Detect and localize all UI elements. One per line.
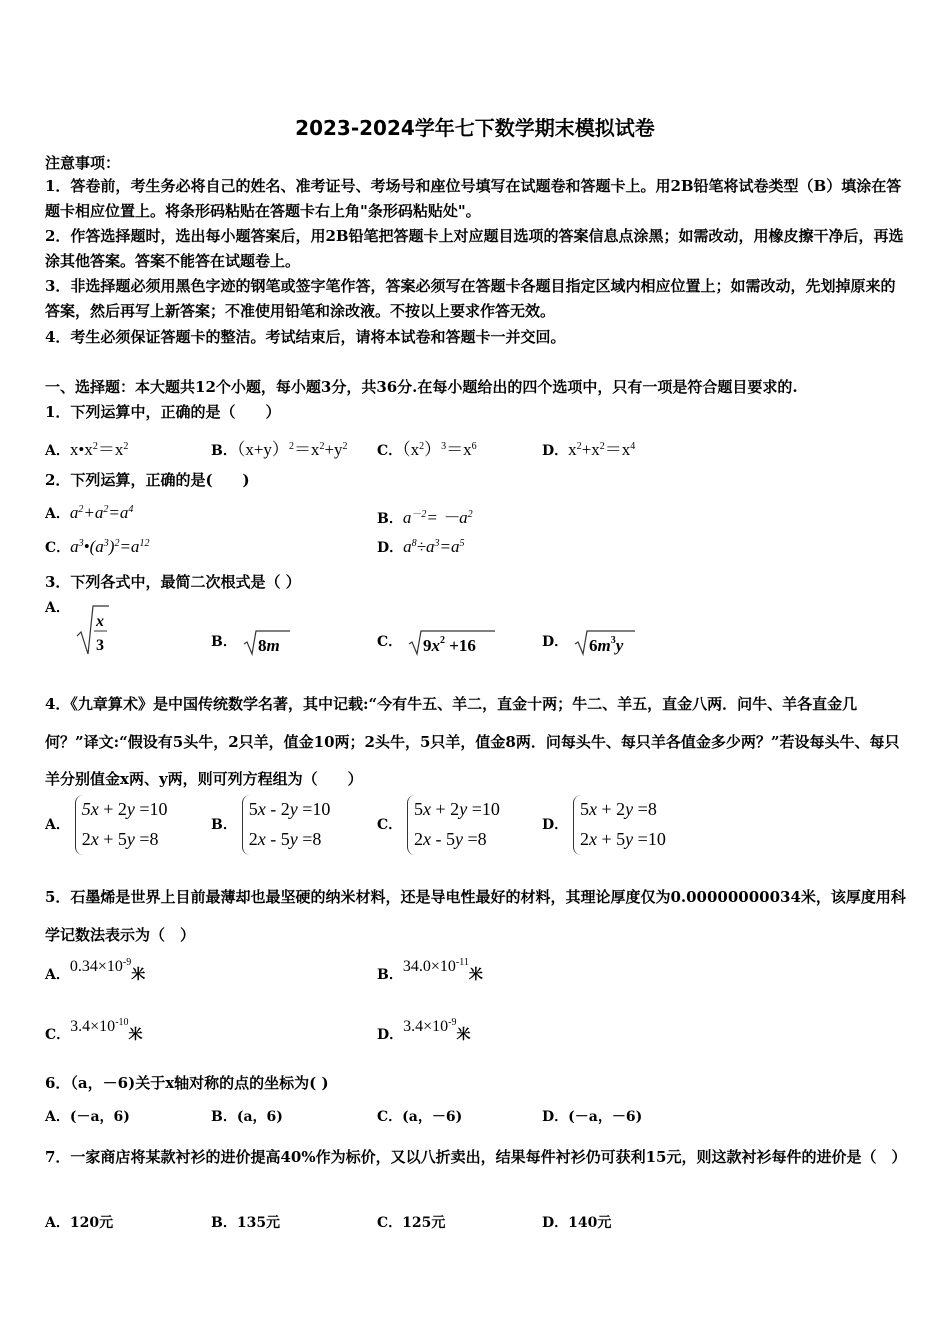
q6-option-c: C．(a，－6) [377,1109,463,1125]
q3-option-a: A． x 3 [45,604,111,656]
radical-8m [242,628,292,656]
svg-text:6m3y: $6m^3y$ [589,635,624,655]
equation-system: 5x - 2y =10 2x - 5y =8 [242,795,331,855]
radical-9x2-plus-16 [407,628,497,656]
q4-option-a: A． 5x + 2y =10 2x + 5y =8 [45,795,168,855]
question-2-stem: 2．下列运算，正确的是( ) [45,471,250,489]
svg-text:8m: 8m [257,636,280,655]
q4-option-d: D． 5x + 2y =8 2x + 5y =10 [542,795,666,855]
notice-heading: 注意事项： [45,154,121,172]
question-5-stem: 5．石墨烯是世界上目前最薄却也最坚硬的纳米材料，还是导电性最好的材料，其理论厚度仅为0.00000000034米，该厚度用科学记数法表示为（ ） [45,888,906,944]
q3-option-d: D． $6m^3y$ [542,628,637,656]
question-7-stem: 7．一家商店将某款衬衫的进价提高40%作为标价，又以八折卖出，结果每件衬衫仍可获利15元，则这款衬衫每件的进价是（ ） [45,1148,907,1166]
notice-item: 4．考生必须保证答题卡的整洁。考试结束后，请将本试卷和答题卡一并交回。 [45,328,566,346]
q5-option-b: B．$34.0\times 10^{-11}$米 [377,957,483,983]
question-1-stem: 1．下列运算中，正确的是（ ） [45,403,281,421]
q5-option-d: D．$3.4\times 10^{-9}$米 [377,1017,471,1043]
q7-option-a: A．120元 [45,1215,114,1231]
q3-option-c: C． $9x^2 +16$ [377,628,497,656]
question-3-stem: 3．下列各式中，最简二次根式是（ ） [45,573,301,591]
notice-item: 3．非选择题必须用黑色字迹的钢笔或签字笔作答，答案必须写在答题卡各题目指定区域内相应位置上；如需改动，先划掉原来的答案，然后再写上新答案；不准使用铅笔和涂改液。不按以上要求作答无效。 [45,277,896,320]
q4-option-b: B． 5x - 2y =10 2x - 5y =8 [211,795,330,855]
q1-option-a: A．$x•x^2=x^2$ [45,440,129,459]
q7-option-b: B．135元 [211,1215,281,1231]
q5-option-c: C．$3.4\times 10^{-10}$米 [45,1017,143,1043]
question-6-stem: 6．（a，－6)关于x轴对称的点的坐标为( ) [45,1074,329,1092]
q2-option-d: D．$a^8\div a^3=a^5$ [377,537,465,556]
radical-x-over-3 [75,604,111,656]
q5-option-a: A．$0.34\times 10^{-9}$米 [45,957,146,983]
q2-option-b: B．$a^{-2}= -a^2$ [377,508,473,527]
equation-system: 5x + 2y =10 2x - 5y =8 [407,795,500,855]
q7-option-c: C．125元 [377,1215,446,1231]
section-heading: 一、选择题：本大题共12个小题，每小题3分，共36分.在每小题给出的四个选项中，只有一项是符合题目要求的. [45,378,798,396]
svg-text:3: 3 [95,637,104,654]
q3-option-b: B． 8m [211,628,292,656]
question-4-stem: 4．《九章算术》是中国传统数学名著，其中记载:“今有牛五、羊二，直金十两；牛二、羊五，直金八两．问牛、羊各直金几何？”译文:“假设有5头牛，2只羊，值金10两；2头牛，5只羊，值金8两．问每头牛、每只羊各值金多少两？”若设每头牛、每只羊分别值金x两、y两，则可列方程组为（ ） [45,695,900,788]
q1-option-c: C．$(x^2)^3=x^6$ [377,440,477,459]
equation-system: 5x + 2y =8 2x + 5y =10 [573,795,666,855]
page-title: 2023-2024学年七下数学期末模拟试卷 [295,116,655,140]
equation-system: 5x + 2y =10 2x + 5y =8 [75,795,168,855]
q6-option-b: B．(a，6) [211,1109,283,1125]
q1-option-d: D．$x^2+x^2=x^4$ [542,440,636,459]
q2-option-c: C．$a^3•(a^3)^2=a^{12}$ [45,537,150,556]
q6-option-a: A．(－a，6) [45,1109,130,1125]
q1-option-b: B．$(x+y)^2=x^2+y^2$ [211,440,348,459]
q4-option-c: C． 5x + 2y =10 2x - 5y =8 [377,795,500,855]
notice-item: 2．作答选择题时，选出每小题答案后，用2B铅笔把答题卡上对应题目选项的答案信息点涂黑；如需改动，用橡皮擦干净后，再选涂其他答案。答案不能答在试题卷上。 [45,227,904,270]
q2-option-a: A．$a^2+a^2=a^4$ [45,503,134,522]
svg-text:9x2 +16: $9x^2 +16$ [423,635,476,655]
svg-text:x: x [95,613,104,630]
q6-option-d: D．(－a，－6) [542,1109,643,1125]
notice-item: 1．答卷前，考生务必将自己的姓名、准考证号、考场号和座位号填写在试题卷和答题卡上。用2B铅笔将试卷类型（B）填涂在答题卡相应位置上。将条形码粘贴在答题卡右上角"条形码粘贴处"。 [45,177,902,220]
q7-option-d: D．140元 [542,1215,612,1231]
radical-6m3y [573,628,637,656]
